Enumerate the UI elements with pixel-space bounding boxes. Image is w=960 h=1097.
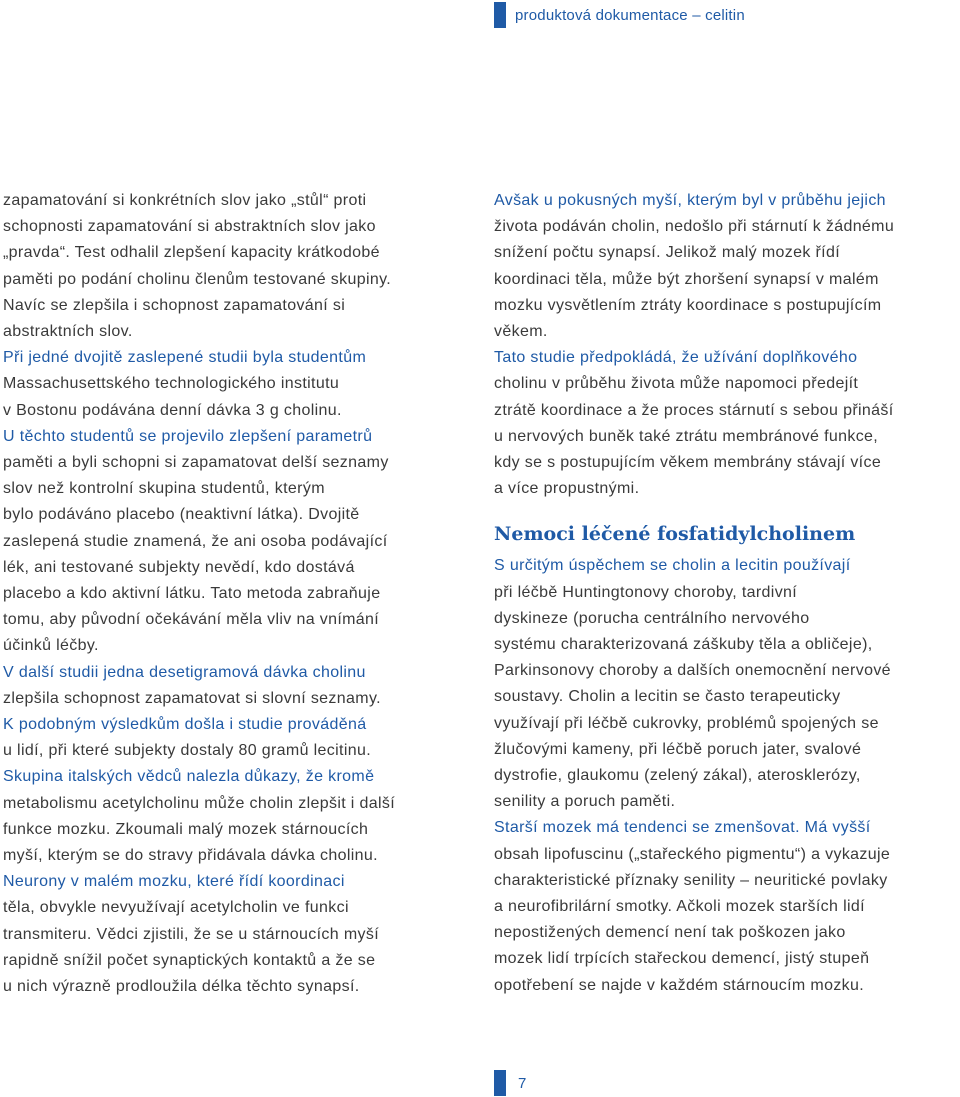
text-line: u lidí, při které subjekty dostaly 80 gramů lecitinu. (3, 742, 372, 760)
text-line: kdy se s postupujícím věkem membrány stávají více (494, 454, 882, 472)
text-line: těla, obvykle nevyužívají acetylcholin ve funkci (3, 899, 349, 917)
header-accent-bar (494, 2, 506, 28)
text-line: funkce mozku. Zkoumali malý mozek stárnoucích (3, 820, 369, 838)
text-line: placebo a kdo aktivní látku. Tato metoda zabraňuje (3, 585, 381, 603)
text-line: v Bostonu podávána denní dávka 3 g cholinu. (3, 401, 342, 419)
text-line: u nich výrazně prodloužila délka těchto synapsí. (3, 978, 360, 996)
left-text-column (3, 188, 468, 1000)
text-line: charakteristické příznaky senility – neuritické povlaky (494, 871, 888, 889)
right-text-column (494, 188, 960, 999)
text-line: opotřebení se najde v každém stárnoucím mozku. (494, 976, 865, 994)
text-line: Skupina italských vědců nalezla důkazy, že kromě (3, 768, 375, 786)
text-line: lék, ani testované subjekty nevědí, kdo dostává (3, 558, 355, 576)
right-column-top-text (494, 188, 960, 502)
text-line: schopnosti zapamatování si abstraktních slov jako (3, 218, 376, 236)
text-line: snížení počtu synapsí. Jelikož malý mozek řídí (494, 244, 841, 262)
text-line: zaslepená studie znamená, že ani osoba podávající (3, 532, 388, 550)
text-line: mozek lidí trpících stařeckou demencí, jistý stupeň (494, 950, 870, 968)
text-line: systému charakterizovaná záškuby těla a obličeje), (494, 636, 873, 654)
page-number: 7 (518, 1074, 527, 1092)
text-line: ztrátě koordinace a že proces stárnutí s sebou přináší (494, 401, 894, 419)
text-line: rapidně snížil počet synaptických kontaktů a že se (3, 951, 376, 969)
text-line: Neurony v malém mozku, které řídí koordinaci (3, 873, 345, 891)
text-line: využívají při léčbě cukrovky, problémů spojených se (494, 714, 879, 732)
text-line: Massachusettského technologického institutu (3, 375, 340, 393)
text-line: abstraktních slov. (3, 323, 133, 341)
text-line: Parkinsonovy choroby a dalších onemocnění nervové (494, 662, 891, 680)
section-heading: Nemoci léčené fosfatidylcholinem (494, 523, 856, 546)
page-footer (494, 1070, 526, 1096)
text-line: K podobným výsledkům došla i studie prováděná (3, 716, 367, 734)
text-line: transmiteru. Vědci zjistili, že se u stárnoucích myší (3, 925, 380, 943)
text-line: mozku vysvětlením ztráty koordinace s postupujícím (494, 296, 882, 314)
text-line: Tato studie předpokládá, že užívání doplňkového (494, 349, 858, 367)
text-line: zapamatování si konkrétních slov jako „stůl“ proti (3, 192, 367, 209)
right-column-bottom-text (494, 553, 960, 998)
text-line: myší, kterým se do stravy přidávala dávka cholinu. (3, 847, 378, 865)
text-line: a neurofibrilární smotky. Ačkoli mozek starších lidí (494, 898, 865, 916)
text-line: senility a poruch paměti. (494, 793, 676, 811)
text-line: U těchto studentů se projevilo zlepšení parametrů (3, 427, 373, 445)
footer-accent-bar (494, 1070, 506, 1096)
text-line: soustavy. Cholin a lecitin se často terapeuticky (494, 688, 841, 706)
text-line: cholinu v průběhu života může napomoci předejít (494, 375, 859, 393)
text-line: Navíc se zlepšila i schopnost zapamatování si (3, 296, 346, 314)
text-line: tomu, aby původní očekávání měla vliv na vnímání (3, 611, 380, 629)
text-line: obsah lipofuscinu („stařeckého pigmentu“) a vykazuje (494, 845, 891, 863)
text-line: dyskineze (porucha centrálního nervového (494, 609, 810, 627)
page-header (494, 2, 745, 28)
text-line: koordinaci těla, může být zhoršení synapsí v malém (494, 270, 879, 288)
text-line: věkem. (494, 323, 548, 341)
text-line: paměti po podání cholinu členům testované skupiny. (3, 270, 392, 288)
text-line: žlučovými kameny, při léčbě poruch jater, svalové (494, 740, 862, 758)
text-line: V další studii jedna desetigramová dávka cholinu (3, 663, 366, 681)
text-line: Avšak u pokusných myší, kterým byl v průběhu jejich (494, 192, 886, 209)
text-line: dystrofie, glaukomu (zelený zákal), aterosklerózy, (494, 767, 861, 785)
text-line: „pravda“. Test odhalil zlepšení kapacity krátkodobé (3, 244, 380, 262)
text-line: účinků léčby. (3, 637, 99, 655)
text-line: u nervových buněk také ztrátu membránové funkce, (494, 427, 879, 445)
text-line: slov než kontrolní skupina studentů, kterým (3, 480, 325, 498)
text-line: Starší mozek má tendenci se zmenšovat. Má vyšší (494, 819, 871, 837)
header-title: produktová dokumentace – celitin (515, 6, 745, 24)
text-line: paměti a byli schopni si zapamatovat delší seznamy (3, 454, 389, 472)
text-line: metabolismu acetylcholinu může cholin zlepšit i další (3, 794, 396, 812)
text-line: nepostižených demencí není tak poškozen jako (494, 924, 846, 942)
text-line: života podáván cholin, nedošlo při stárnutí k žádnému (494, 218, 895, 236)
text-line: Při jedné dvojitě zaslepené studii byla studentům (3, 349, 367, 367)
text-line: S určitým úspěchem se cholin a lecitin používají (494, 557, 851, 575)
text-line: zlepšila schopnost zapamatovat si slovní seznamy. (3, 689, 381, 707)
text-line: a více propustnými. (494, 480, 640, 498)
text-line: při léčbě Huntingtonovy choroby, tardivní (494, 583, 798, 601)
text-line: bylo podáváno placebo (neaktivní látka). Dvojitě (3, 506, 360, 524)
